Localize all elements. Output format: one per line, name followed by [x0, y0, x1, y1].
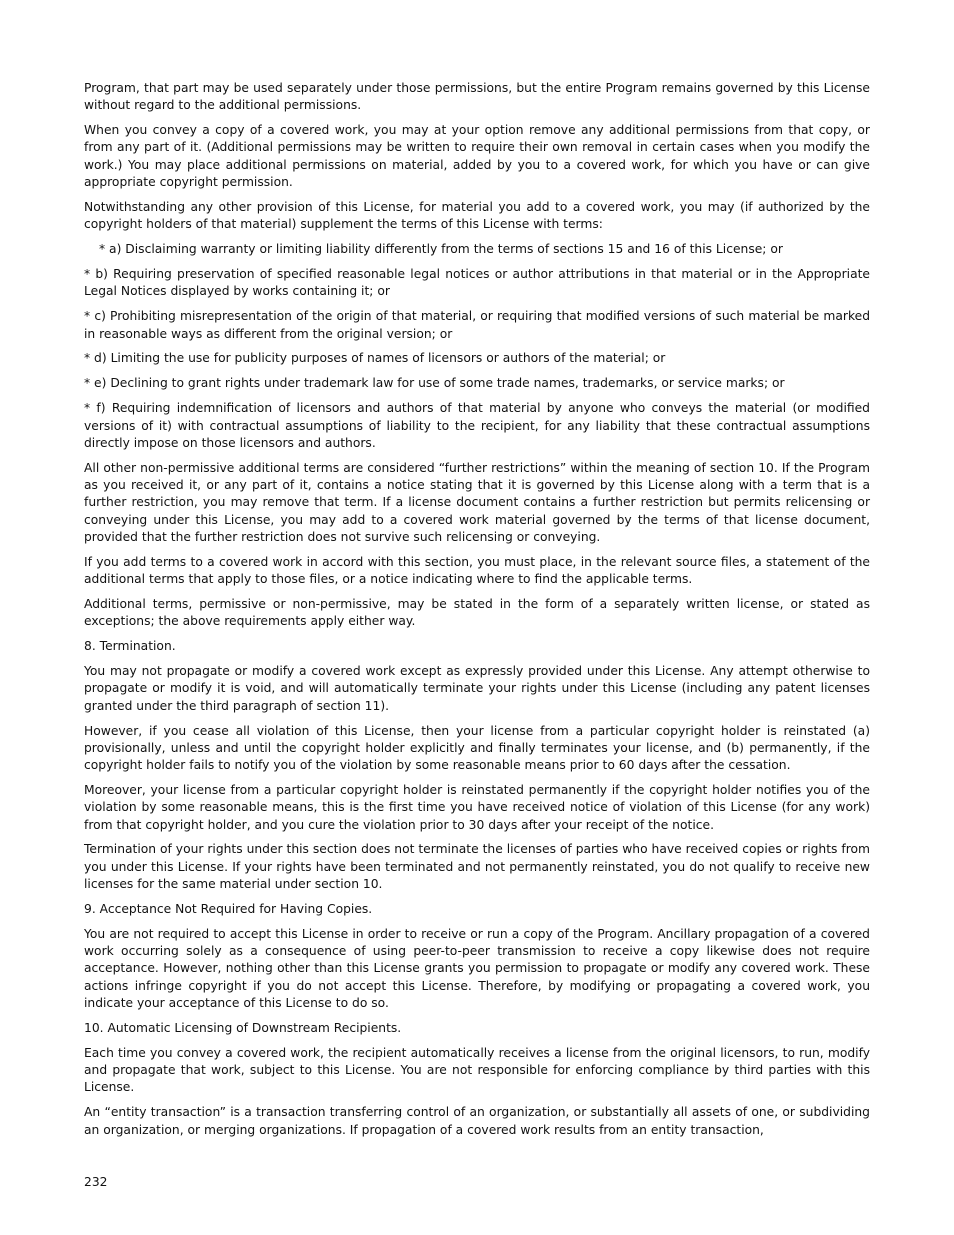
paragraph: You may not propagate or modify a covered work except as expressly provided under this License. Any attempt otherwise to propagate or modify it is void, and will automatically terminate your rights under this License (including any patent licenses granted under the third paragraph of section 11). [84, 664, 870, 713]
document-body [84, 80, 870, 1147]
paragraph: When you convey a copy of a covered work, you may at your option remove any additional permissions from that copy, or from any part of it. (Additional permissions may be written to require their own removal in certain cases when you modify the work.) You may place additional permissions on material, added by you to a covered work, for which you have or can give appropriate copyright permission. [84, 123, 870, 190]
section-heading: 9. Acceptance Not Required for Having Copies. [84, 901, 373, 916]
paragraph: All other non-permissive additional terms are considered “further restrictions” within the meaning of section 10. If the Program as you received it, or any part of it, contains a notice stating that it is governed by this License along with a term that is a further restriction, you may remove that term. If a license document contains a further restriction but permits relicensing or conveying under this License, you may add to a covered work material governed by the terms of that license document, provided that the further restriction does not survive such relicensing or conveying. [84, 460, 870, 544]
paragraph: However, if you cease all violation of this License, then your license from a particular copyright holder is reinstated (a) provisionally, unless and until the copyright holder explicitly and finally terminates your license, and (b) permanently, if the copyright holder fails to notify you of the violation by some reasonable means prior to 60 days after the cessation. [84, 723, 870, 773]
paragraph: Additional terms, permissive or non-permissive, may be stated in the form of a separately written license, or stated as exceptions; the above requirements apply either way. [84, 596, 870, 629]
paragraph: Moreover, your license from a particular copyright holder is reinstated permanently if the copyright holder notifies you of the violation by some reasonable means, this is the first time you have received notice of violation of this License (for any work) from that copyright holder, and you cure the violation prior to 30 days after your receipt of the notice. [84, 783, 870, 832]
paragraph: Program, that part may be used separately under those permissions, but the entire Program remains governed by this License without regard to the additional permissions. [84, 81, 870, 113]
paragraph: Notwithstanding any other provision of this License, for material you add to a covered work, you may (if authorized by the copyright holders of that material) supplement the terms of this License with terms: [84, 199, 870, 232]
list-item: * e) Declining to grant rights under trademark law for use of some trade names, trademarks, or service marks; or [84, 376, 785, 391]
paragraph: You are not required to accept this License in order to receive or run a copy of the Program. Ancillary propagation of a covered work occurring solely as a consequence of using peer-to-peer transmission to receive a copy likewise does not require acceptance. However, nothing other than this License grants you permission to propagate or modify any covered work. These actions infringe copyright if you do not accept this License. Therefore, by modifying or propagating a covered work, you indicate your acceptance of this License to do so. [84, 926, 870, 1011]
section-heading: 10. Automatic Licensing of Downstream Recipients. [84, 1020, 402, 1035]
section-heading: 8. Termination. [84, 639, 176, 654]
list-item: * a) Disclaiming warranty or limiting liability differently from the terms of sections 15 and 16 of this License; or [99, 242, 783, 257]
paragraph: An “entity transaction” is a transaction transferring control of an organization, or substantially all assets of one, or subdividing an organization, or merging organizations. If propagation of a covered work results from an entity transaction, [84, 1105, 870, 1137]
paragraph: If you add terms to a covered work in accord with this section, you must place, in the relevant source files, a statement of the additional terms that apply to those files, or a notice indicating where to find the applicable terms. [84, 554, 870, 587]
list-item: * d) Limiting the use for publicity purposes of names of licensors or authors of the material; or [84, 351, 666, 366]
paragraph: Each time you convey a covered work, the recipient automatically receives a license from the original licensors, to run, modify and propagate that work, subject to this License. You are not responsible for enforcing compliance by third parties with this License. [84, 1045, 870, 1095]
list-item: * b) Requiring preservation of specified reasonable legal notices or author attributions in that material or in the Appropriate Legal Notices displayed by works containing it; or [84, 267, 870, 299]
paragraph: Termination of your rights under this section does not terminate the licenses of parties who have received copies or rights from you under this License. If your rights have been terminated and not permanently reinstated, you do not qualify to receive new licenses for the same material under section 10. [84, 842, 870, 892]
page-number: 232 [84, 1175, 108, 1189]
list-item: * f) Requiring indemnification of licensors and authors of that material by anyone who conveys the material (or modified versions of it) with contractual assumptions of liability to the recipient, for any liability that these contractual assumptions directly impose on those licensors and authors. [84, 401, 870, 450]
list-item: * c) Prohibiting misrepresentation of the origin of that material, or requiring that modified versions of such material be marked in reasonable ways as different from the original version; or [84, 309, 870, 341]
